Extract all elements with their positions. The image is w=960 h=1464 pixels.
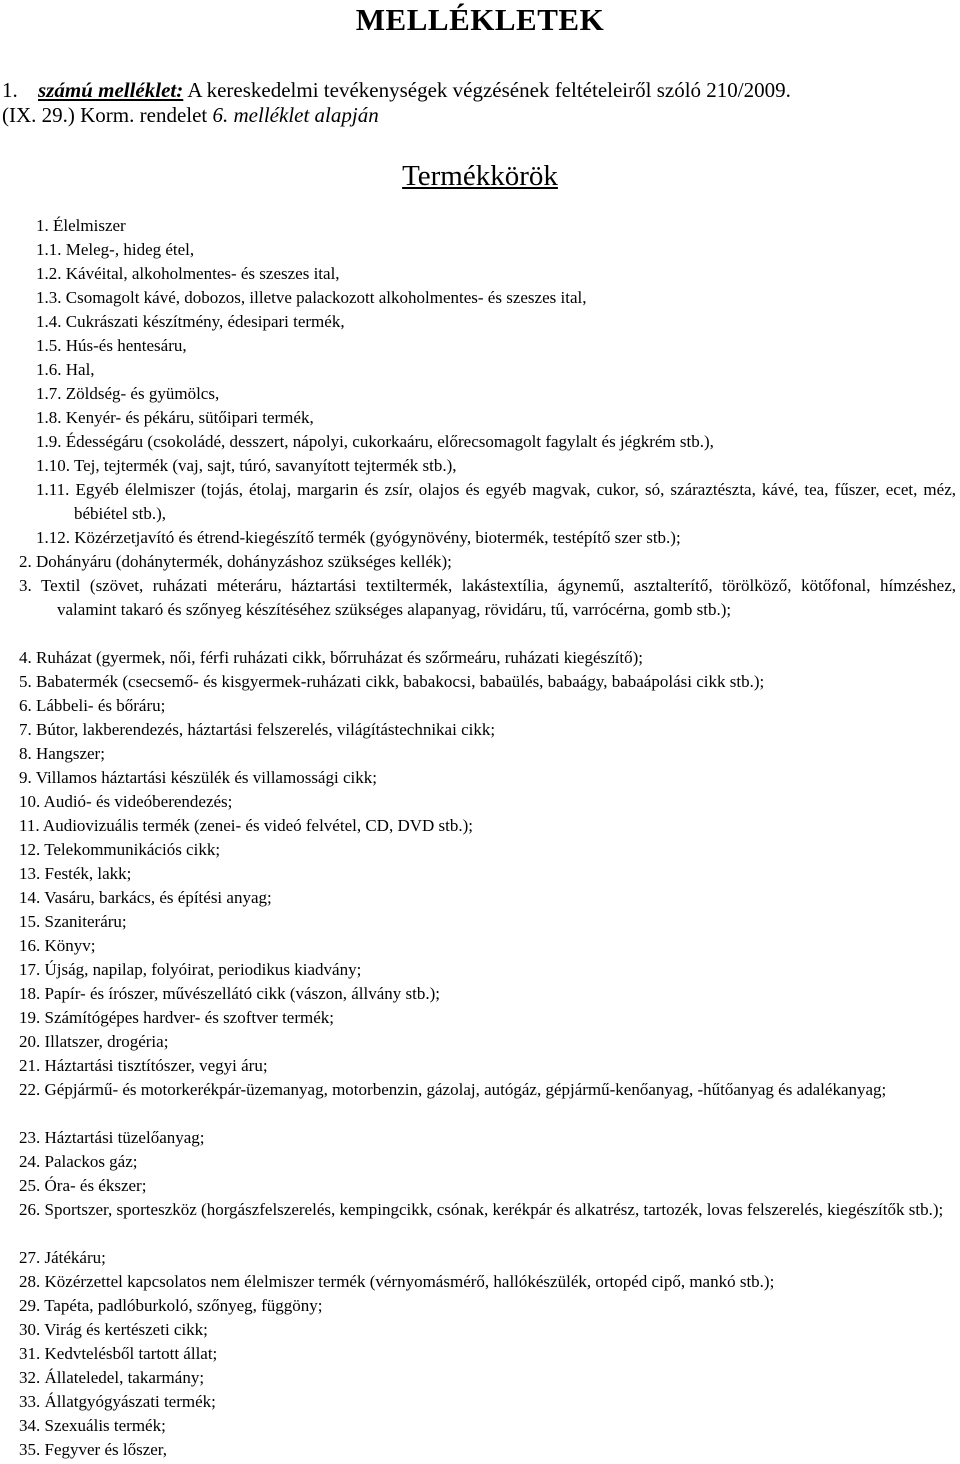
- list-item-text: 18. Papír- és írószer, művészellátó cikk (vászon, állvány stb.);: [19, 984, 441, 1003]
- list-item: [19, 1054, 268, 1078]
- list-item-text: 29. Tapéta, padlóburkoló, szőnyeg, függöny;: [19, 1296, 323, 1315]
- list-item-text: 1.10. Tej, tejtermék (vaj, sajt, túró, savanyított tejtermék stb.),: [36, 456, 457, 475]
- list-item: [36, 214, 126, 238]
- list-item-text: 9. Villamos háztartási készülék és villamossági cikk;: [19, 768, 377, 787]
- list-item-text: 10. Audió- és videóberendezés;: [19, 792, 233, 811]
- list-item: [19, 1294, 323, 1318]
- list-item: [19, 1126, 205, 1150]
- list-item-text: 2. Dohányáru (dohánytermék, dohányzáshoz szükséges kellék);: [19, 552, 452, 571]
- list-item: [19, 766, 377, 790]
- list-item: [36, 526, 681, 550]
- list-item-text: 5. Babatermék (csecsemő- és kisgyermek-ruházati cikk, babakocsi, babaülés, babaágy, babaápolási cikk stb.);: [19, 672, 765, 691]
- list-item-text: 6. Lábbeli- és bőráru;: [19, 696, 166, 715]
- list-item: [19, 958, 361, 982]
- list-item-text: 25. Óra- és ékszer;: [19, 1176, 147, 1195]
- list-item-text: 1.8. Kenyér- és pékáru, sütőipari termék,: [36, 408, 314, 427]
- list-item: [19, 550, 452, 574]
- list-item: [19, 862, 131, 886]
- annex-link[interactable]: számú melléklet:: [38, 78, 184, 102]
- annex-text-line2-italic: 6. melléklet alapján: [212, 103, 379, 127]
- list-item: [36, 406, 314, 430]
- list-item: [36, 310, 345, 334]
- list-item: [19, 1366, 204, 1390]
- list-item: [19, 838, 220, 862]
- list-item-text: 32. Állateledel, takarmány;: [19, 1368, 205, 1387]
- list-item: [19, 910, 127, 934]
- list-item: [19, 790, 232, 814]
- list-item: [19, 1342, 217, 1366]
- list-item-text: 1.6. Hal,: [36, 360, 95, 379]
- list-item-text: 16. Könyv;: [19, 936, 96, 955]
- annex-reference: [2, 78, 952, 128]
- list-item: [36, 478, 956, 525]
- list-item: [36, 430, 714, 454]
- list-item-text: 15. Szaniteráru;: [19, 912, 127, 931]
- list-item: [19, 1030, 168, 1054]
- annex-text-line2: (IX. 29.) Korm. rendelet: [2, 103, 213, 127]
- list-item: [19, 1078, 956, 1102]
- annex-text-line1: A kereskedelmi tevékenységek végzésének feltételeiről szóló 210/2009.: [183, 78, 791, 102]
- list-item-text: 12. Telekommunikációs cikk;: [19, 840, 221, 859]
- list-item-text: 1.12. Közérzetjavító és étrend-kiegészítő termék (gyógynövény, biotermék, testépítő szer stb.);: [36, 528, 681, 547]
- list-item-text: 21. Háztartási tisztítószer, vegyi áru;: [19, 1056, 268, 1075]
- list-item-text: 19. Számítógépes hardver- és szoftver termék;: [19, 1008, 334, 1027]
- list-item-text: 24. Palackos gáz;: [19, 1152, 138, 1171]
- list-item: [36, 262, 340, 286]
- section-heading: Termékkörök: [402, 160, 558, 192]
- list-item-text: 8. Hangszer;: [19, 744, 105, 763]
- list-item: [36, 286, 586, 310]
- list-item: [19, 1174, 146, 1198]
- list-item: [19, 646, 643, 670]
- list-item: [36, 454, 457, 478]
- list-item-text: 27. Játékáru;: [19, 1248, 106, 1267]
- list-item-text: 1.7. Zöldség- és gyümölcs,: [36, 384, 220, 403]
- list-item: [36, 334, 187, 358]
- list-item: [19, 1246, 106, 1270]
- list-item-text: 4. Ruházat (gyermek, női, férfi ruházati cikk, bőrruházat és szőrmeáru, ruházati kiegészítő);: [19, 648, 644, 667]
- list-item-text: 23. Háztartási tüzelőanyag;: [19, 1128, 205, 1147]
- annex-number: 1.: [2, 78, 18, 102]
- list-item: [19, 886, 272, 910]
- document-title: MELLÉKLETEK: [355, 2, 605, 37]
- list-item: [36, 382, 219, 406]
- list-item: [19, 1414, 166, 1438]
- list-item-text: 1.4. Cukrászati készítmény, édesipari termék,: [36, 312, 345, 331]
- list-item-text: 30. Virág és kertészeti cikk;: [19, 1320, 208, 1339]
- list-item: [36, 358, 95, 382]
- list-item-text: 13. Festék, lakk;: [19, 864, 132, 883]
- list-item: [19, 694, 165, 718]
- list-item: [19, 742, 105, 766]
- list-item-text: 26. Sportszer, sporteszköz (horgászfelszerelés, kempingcikk, csónak, kerékpár és alkatrész, tartozék, lovas felszerelés, kiegészítők stb.);: [19, 1200, 944, 1219]
- list-item-text: 28. Közérzettel kapcsolatos nem élelmiszer termék (vérnyomásmérő, hallókészülék, ortopéd cipő, mankó stb.);: [19, 1272, 775, 1291]
- list-item-text: 1.5. Hús-és hentesáru,: [36, 336, 187, 355]
- list-item: [19, 1006, 334, 1030]
- list-item: [19, 670, 764, 694]
- list-item: [19, 1150, 138, 1174]
- list-item-text: 1.1. Meleg-, hideg étel,: [36, 240, 195, 259]
- list-item: [19, 1270, 774, 1294]
- list-item: [19, 934, 96, 958]
- list-item: [19, 574, 956, 621]
- list-item: [19, 1438, 167, 1462]
- list-item: [19, 1318, 208, 1342]
- list-item-text: 17. Újság, napilap, folyóirat, periodikus kiadvány;: [19, 960, 362, 979]
- list-item: [19, 1390, 216, 1414]
- list-item-text: 1.11. Egyéb élelmiszer (tojás, étolaj, margarin és zsír, olajos és egyéb magvak, cukor, só, száraztészta, kávé, tea, fűszer, ecet, méz, bébiétel stb.),: [36, 480, 956, 523]
- list-item-text: 1. Élelmiszer: [36, 216, 126, 235]
- list-item: [19, 814, 473, 838]
- list-item: [19, 1198, 956, 1222]
- list-item-text: 14. Vasáru, barkács, és építési anyag;: [19, 888, 272, 907]
- list-item-text: 11. Audiovizuális termék (zenei- és videó felvétel, CD, DVD stb.);: [19, 816, 474, 835]
- list-item-text: 3. Textil (szövet, ruházati méteráru, háztartási textiltermék, lakástextília, ágynemű, asztalterítő, törölköző, kötőfonal, hímzéshez, valamint takaró és szőnyeg készítéséhez szükséges alapanyag, rövidáru, tű, varrócérna, gomb stb.);: [19, 576, 956, 619]
- list-item-text: 31. Kedvtelésből tartott állat;: [19, 1344, 218, 1363]
- list-item-text: 1.9. Édességáru (csokoládé, desszert, nápolyi, cukorkaáru, előrecsomagolt fagylalt és jégkrém stb.),: [36, 432, 714, 451]
- list-item-text: 22. Gépjármű- és motorkerékpár-üzemanyag, motorbenzin, gázolaj, autógáz, gépjármű-kenőanyag, -hűtőanyag és adalékanyag;: [19, 1080, 887, 1099]
- list-item-text: 33. Állatgyógyászati termék;: [19, 1392, 216, 1411]
- list-item-text: 34. Szexuális termék;: [19, 1416, 166, 1435]
- list-item: [19, 718, 495, 742]
- list-item-text: 1.3. Csomagolt kávé, dobozos, illetve palackozott alkoholmentes- és szeszes ital,: [36, 288, 587, 307]
- list-item: [36, 238, 194, 262]
- list-item-text: 35. Fegyver és lőszer,: [19, 1440, 168, 1459]
- list-item-text: 7. Bútor, lakberendezés, háztartási felszerelés, világítástechnikai cikk;: [19, 720, 496, 739]
- list-item: [19, 982, 440, 1006]
- list-item-text: 20. Illatszer, drogéria;: [19, 1032, 169, 1051]
- list-item-text: 1.2. Kávéital, alkoholmentes- és szeszes ital,: [36, 264, 340, 283]
